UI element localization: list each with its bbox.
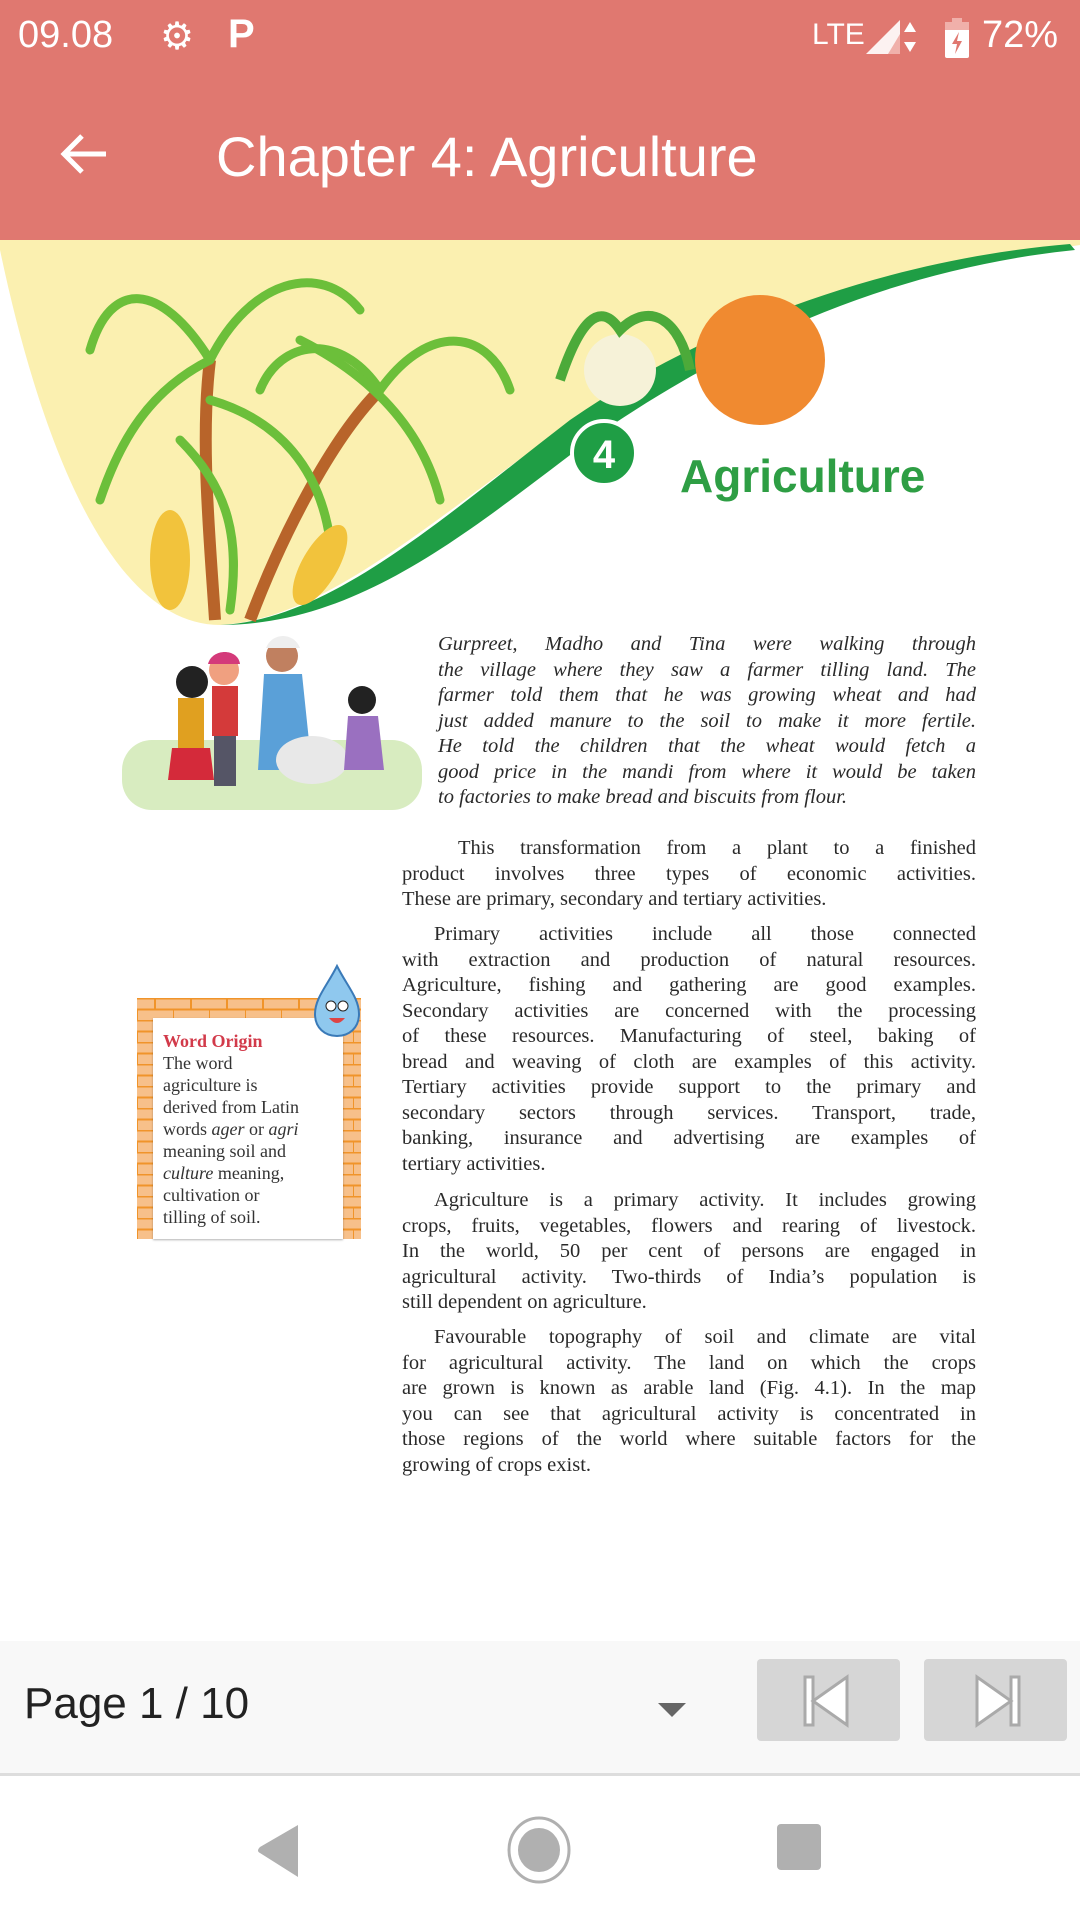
status-time: 09.08 [18, 14, 114, 56]
battery-charging-icon [944, 18, 970, 58]
first-page-button[interactable] [757, 1659, 900, 1741]
paragraph [402, 1325, 976, 1478]
text-line: you can see that agricultural activity is concentrated in [402, 1402, 976, 1425]
intro-story-text [438, 632, 976, 811]
network-type: LTE [812, 18, 865, 51]
app-bar [0, 74, 1080, 240]
paragraph [402, 922, 976, 1177]
intro-line: farmer told them that he was growing wheat and had [438, 684, 976, 706]
page-navigation-bar [0, 1641, 1080, 1776]
system-navigation-bar [0, 1779, 1080, 1920]
paragraph [402, 836, 976, 913]
text: meaning, [213, 1163, 285, 1183]
text-line: are grown is known as arable land (Fig. 4.1). In the map [402, 1377, 976, 1399]
page-title: Chapter 4: Agriculture [216, 125, 758, 188]
gear-icon: ⚙ [160, 16, 195, 58]
text-line: Primary activities include all those connected [434, 923, 976, 945]
word-origin-heading: Word Origin [163, 1031, 263, 1051]
chevron-down-icon[interactable] [658, 1703, 686, 1717]
intro-line: to factories to make bread and biscuits from flour. [438, 786, 848, 808]
status-bar [0, 0, 1080, 74]
text-line: with extraction and production of natural resources. [402, 948, 976, 971]
chapter-number: 4 [592, 433, 616, 477]
text-line: Secondary activities are concerned with the processing [402, 999, 976, 1022]
word-origin-line: The word [163, 1053, 233, 1073]
battery-percent: 72% [982, 14, 1059, 56]
word-origin-line: tilling of soil. [163, 1207, 261, 1227]
intro-line: just added manure to the soil to make it more fertile. [438, 709, 976, 732]
intro-line: Gurpreet, Madho and Tina were walking through [438, 633, 976, 655]
word-origin-line: agriculture is [163, 1075, 258, 1095]
word-origin-line: meaning soil and [163, 1141, 286, 1161]
text-line: These are primary, secondary and tertiary activities. [402, 888, 827, 910]
word-origin-content [153, 1018, 343, 1239]
text-line: Tertiary activities provide support to the primary and [402, 1076, 976, 1098]
text: or [244, 1119, 269, 1139]
term-culture: culture [163, 1163, 214, 1183]
text-line: of these resources. Manufacturing of steel, baking of [402, 1025, 976, 1047]
arrow-left-icon[interactable] [56, 126, 112, 182]
word-origin-line [163, 1118, 337, 1140]
last-page-button[interactable] [924, 1659, 1067, 1741]
intro-line: good price in the mandi from where it would be taken [438, 760, 976, 783]
text-line: In the world, 50 per cent of persons are engaged in [402, 1240, 976, 1262]
text-line: bread and weaving of cloth are examples of this activity. [402, 1050, 976, 1073]
text-line: crops, fruits, vegetables, flowers and rearing of livestock. [402, 1214, 976, 1237]
nav-recents-icon[interactable] [776, 1823, 822, 1873]
text-line: tertiary activities. [402, 1152, 546, 1175]
chapter-header-illustration [0, 240, 1080, 630]
intro-line: the village where they saw a farmer tilling land. The [438, 658, 976, 681]
water-drop-mascot-icon [297, 962, 377, 1042]
children-farmer-illustration [122, 630, 422, 814]
text-line: product involves three types of economic activities. [402, 862, 976, 885]
intro-line: He told the children that the wheat would fetch a [438, 735, 976, 757]
word-origin-box [137, 998, 361, 1239]
term-agri: agri [268, 1119, 299, 1139]
term-ager: ager [211, 1119, 245, 1139]
text-line: Favourable topography of soil and climate are vital [434, 1326, 976, 1348]
nav-back-icon[interactable] [256, 1823, 302, 1879]
document-page[interactable] [0, 240, 1080, 1640]
text-line: for agricultural activity. The land on which the crops [402, 1351, 976, 1374]
signal-icon [866, 20, 926, 56]
paragraph [402, 1188, 976, 1316]
text-line: secondary sectors through services. Transport, trade, [402, 1101, 976, 1124]
word-origin-line [163, 1162, 337, 1184]
text-line: banking, insurance and advertising are examples of [402, 1127, 976, 1149]
word-origin-line: derived from Latin [163, 1097, 299, 1117]
text-line: those regions of the world where suitable factors for the [402, 1428, 976, 1450]
word-origin-line: cultivation or [163, 1185, 260, 1205]
text-line: still dependent on agriculture. [402, 1291, 647, 1313]
text: words [163, 1119, 212, 1139]
page-selector[interactable]: Page 1 / 10 [24, 1679, 250, 1728]
skip-first-icon [757, 1659, 900, 1741]
nav-home-icon[interactable] [506, 1815, 572, 1885]
skip-last-icon [924, 1659, 1067, 1741]
parking-p-icon: P [228, 12, 255, 56]
text-line: Agriculture is a primary activity. It includes growing [434, 1189, 976, 1211]
text-line: agricultural activity. Two-thirds of India’s population is [402, 1265, 976, 1288]
chapter-title: Agriculture [680, 450, 926, 502]
text-line: Agriculture, fishing and gathering are good examples. [402, 974, 976, 996]
text-line: growing of crops exist. [402, 1453, 592, 1476]
text-line: This transformation from a plant to a finished [458, 837, 976, 859]
